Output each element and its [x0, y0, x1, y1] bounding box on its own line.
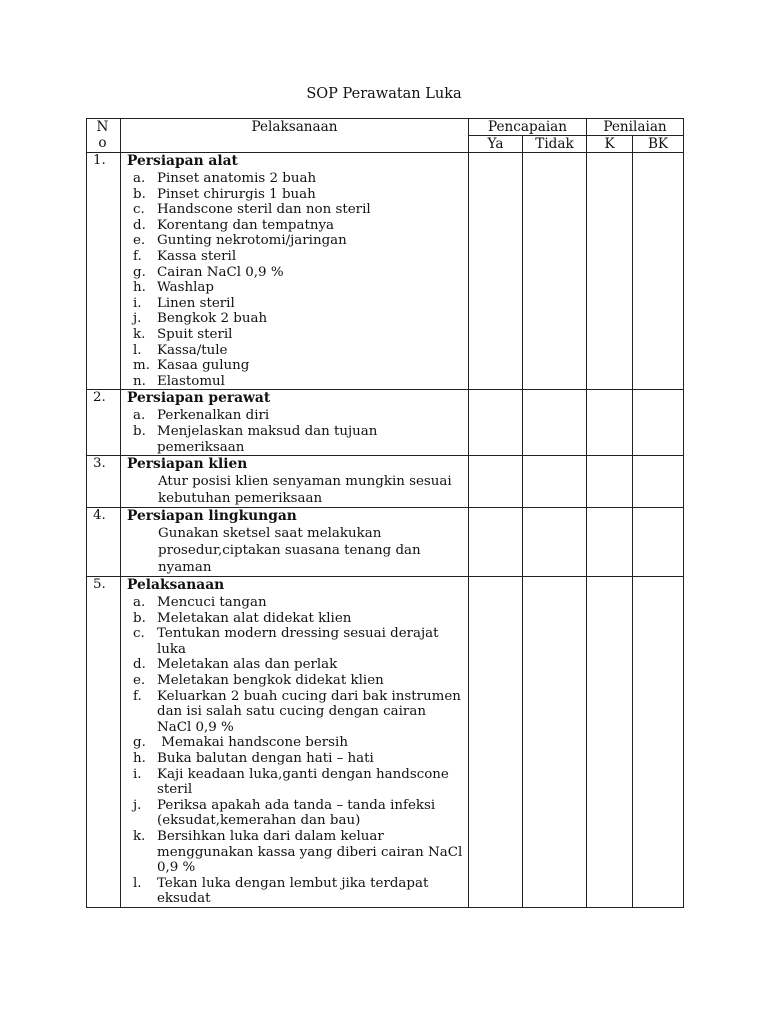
list-letter: l. [133, 342, 142, 358]
tidak-cell[interactable] [523, 577, 587, 908]
list-item [121, 626, 464, 657]
list-text: Tentukan modern dressing sesuai derajat luka [157, 626, 443, 657]
table-row [87, 508, 684, 577]
list-item [121, 280, 464, 296]
step-description: Gunakan sketsel saat melakukan prosedur,ciptakan suasana tenang dan nyaman [158, 526, 421, 576]
list-text: Meletakan alas dan perlak [157, 657, 338, 673]
list-text: Washlap [157, 280, 214, 296]
tidak-cell[interactable] [523, 508, 587, 577]
list-item [121, 202, 464, 218]
list-item [121, 829, 467, 876]
list-item [121, 171, 464, 187]
k-cell[interactable] [587, 456, 633, 508]
list-letter: j. [133, 797, 142, 813]
list-letter: h. [133, 280, 146, 296]
list-item [121, 218, 464, 234]
list-letter: e. [133, 233, 146, 249]
row-number: 5. [87, 577, 121, 908]
list-item [121, 595, 464, 611]
list-letter: c. [133, 202, 145, 218]
section-heading: Pelaksanaan [127, 577, 225, 594]
header-row-1 [87, 119, 684, 136]
list-text: Bersihkan luka dari dalam keluar menggunakan kassa yang diberi cairan NaCl 0,9 % [157, 829, 467, 876]
list-letter: a. [133, 171, 146, 186]
list-text: Tekan luka dengan lembut jika terdapat eksudat [157, 875, 433, 907]
table-row [87, 390, 684, 456]
list-letter: d. [133, 657, 146, 673]
list-text: Periksa apakah ada tanda – tanda infeksi (eksudat,kemerahan dan bau) [157, 797, 440, 829]
list-text: Buka balutan dengan hati – hati [157, 751, 374, 767]
list-letter: k. [133, 829, 146, 844]
list-item [121, 374, 464, 390]
step-cell [121, 577, 469, 908]
header-penilaian: Penilaian [587, 119, 684, 136]
list-letter: d. [133, 217, 146, 233]
k-cell[interactable] [587, 153, 633, 390]
list-text: Cairan NaCl 0,9 % [157, 264, 284, 280]
header-bk: BK [633, 136, 684, 153]
list-item [121, 358, 464, 374]
header-pelaksanaan: Pelaksanaan [121, 119, 469, 153]
step-list [121, 408, 464, 455]
list-letter: j. [133, 311, 142, 327]
sop-table [86, 118, 684, 908]
list-letter: g. [133, 264, 146, 280]
list-letter: m. [133, 358, 150, 374]
list-text: Gunting nekrotomi/jaringan [157, 233, 347, 249]
row-number: 4. [87, 508, 121, 577]
list-item [121, 343, 464, 359]
list-letter: b. [133, 186, 146, 202]
tidak-cell[interactable] [523, 390, 587, 456]
step-list [121, 171, 464, 389]
list-text: Handscone steril dan non steril [157, 202, 371, 218]
list-letter: f. [133, 688, 142, 704]
tidak-cell[interactable] [523, 456, 587, 508]
table-row [87, 456, 684, 508]
step-cell [121, 390, 469, 456]
ya-cell[interactable] [469, 456, 523, 508]
list-letter: f. [133, 248, 142, 264]
list-item [121, 689, 464, 736]
list-item [121, 187, 464, 203]
header-no: N o [87, 119, 121, 153]
list-item [121, 798, 464, 829]
list-item [121, 424, 464, 455]
step-cell [121, 456, 469, 508]
k-cell[interactable] [587, 577, 633, 908]
header-ya: Ya [469, 136, 523, 153]
list-item [121, 751, 464, 767]
list-letter: k. [133, 326, 146, 342]
list-letter: a. [133, 595, 146, 611]
table-row [87, 153, 684, 390]
bk-cell[interactable] [633, 577, 684, 908]
tidak-cell[interactable] [523, 153, 587, 390]
list-item [121, 735, 464, 751]
list-text: Meletakan alat didekat klien [157, 610, 352, 626]
list-text: Kasaa gulung [157, 358, 250, 374]
row-number: 2. [87, 390, 121, 456]
list-letter: h. [133, 751, 146, 767]
list-item [121, 767, 464, 798]
list-item [121, 327, 464, 343]
list-text: Memakai handscone bersih [157, 735, 348, 751]
ya-cell[interactable] [469, 390, 523, 456]
list-text: Menjelaskan maksud dan tujuan pemeriksaan [157, 423, 382, 455]
list-text: Kassa/tule [157, 342, 228, 358]
header-tidak: Tidak [523, 136, 587, 153]
section-heading: Persiapan alat [127, 153, 238, 169]
step-cell [121, 153, 469, 390]
list-item [121, 408, 464, 424]
list-item [121, 311, 464, 327]
ya-cell[interactable] [469, 153, 523, 390]
bk-cell[interactable] [633, 456, 684, 508]
list-letter: i. [133, 295, 142, 311]
list-text: Pinset anatomis 2 buah [157, 171, 317, 186]
list-item [121, 876, 464, 907]
bk-cell[interactable] [633, 153, 684, 390]
list-letter: e. [133, 673, 146, 689]
bk-cell[interactable] [633, 390, 684, 456]
list-text: Elastomul [157, 373, 225, 389]
k-cell[interactable] [587, 390, 633, 456]
list-text: Linen steril [157, 295, 235, 311]
step-list [121, 595, 467, 907]
document-title: SOP Perawatan Luka [306, 86, 462, 102]
list-text: Spuit steril [157, 326, 233, 342]
list-text: Korentang dan tempatnya [157, 217, 335, 233]
list-letter: a. [133, 408, 146, 424]
list-letter: c. [133, 626, 145, 642]
ya-cell[interactable] [469, 577, 523, 908]
step-cell [121, 508, 469, 577]
list-item [121, 265, 464, 281]
k-cell[interactable] [587, 508, 633, 577]
list-item [121, 673, 464, 689]
list-letter: g. [133, 735, 146, 751]
section-heading: Persiapan lingkungan [127, 508, 297, 525]
list-text: Meletakan bengkok didekat klien [157, 673, 384, 689]
list-letter: n. [133, 373, 146, 389]
section-heading: Persiapan klien [127, 456, 248, 473]
list-text: Kassa steril [157, 248, 237, 264]
list-text: Kaji keadaan luka,ganti dengan handscone steril [157, 766, 454, 798]
ya-cell[interactable] [469, 508, 523, 577]
list-item [121, 249, 464, 265]
list-text: Mencuci tangan [157, 595, 267, 611]
table-row [87, 577, 684, 908]
list-text: Bengkok 2 buah [157, 311, 268, 327]
list-item [121, 611, 464, 627]
row-number: 1. [87, 153, 121, 390]
list-item [121, 657, 464, 673]
header-k: K [587, 136, 633, 153]
step-description: Atur posisi klien senyaman mungkin sesuai kebutuhan pemeriksaan [158, 474, 452, 507]
list-item [121, 296, 464, 312]
list-text: Keluarkan 2 buah cucing dari bak instrumen dan isi salah satu cucing dengan cairan NaCl 0,9 % [157, 688, 466, 735]
row-number: 3. [87, 456, 121, 508]
header-pencapaian: Pencapaian [469, 119, 587, 136]
list-item [121, 233, 464, 249]
list-text: Pinset chirurgis 1 buah [157, 186, 316, 202]
list-letter: b. [133, 610, 146, 626]
list-text: Perkenalkan diri [157, 408, 270, 424]
section-heading: Persiapan perawat [127, 390, 271, 407]
bk-cell[interactable] [633, 508, 684, 577]
list-letter: i. [133, 766, 142, 782]
list-letter: b. [133, 423, 146, 439]
list-letter: l. [133, 875, 142, 891]
